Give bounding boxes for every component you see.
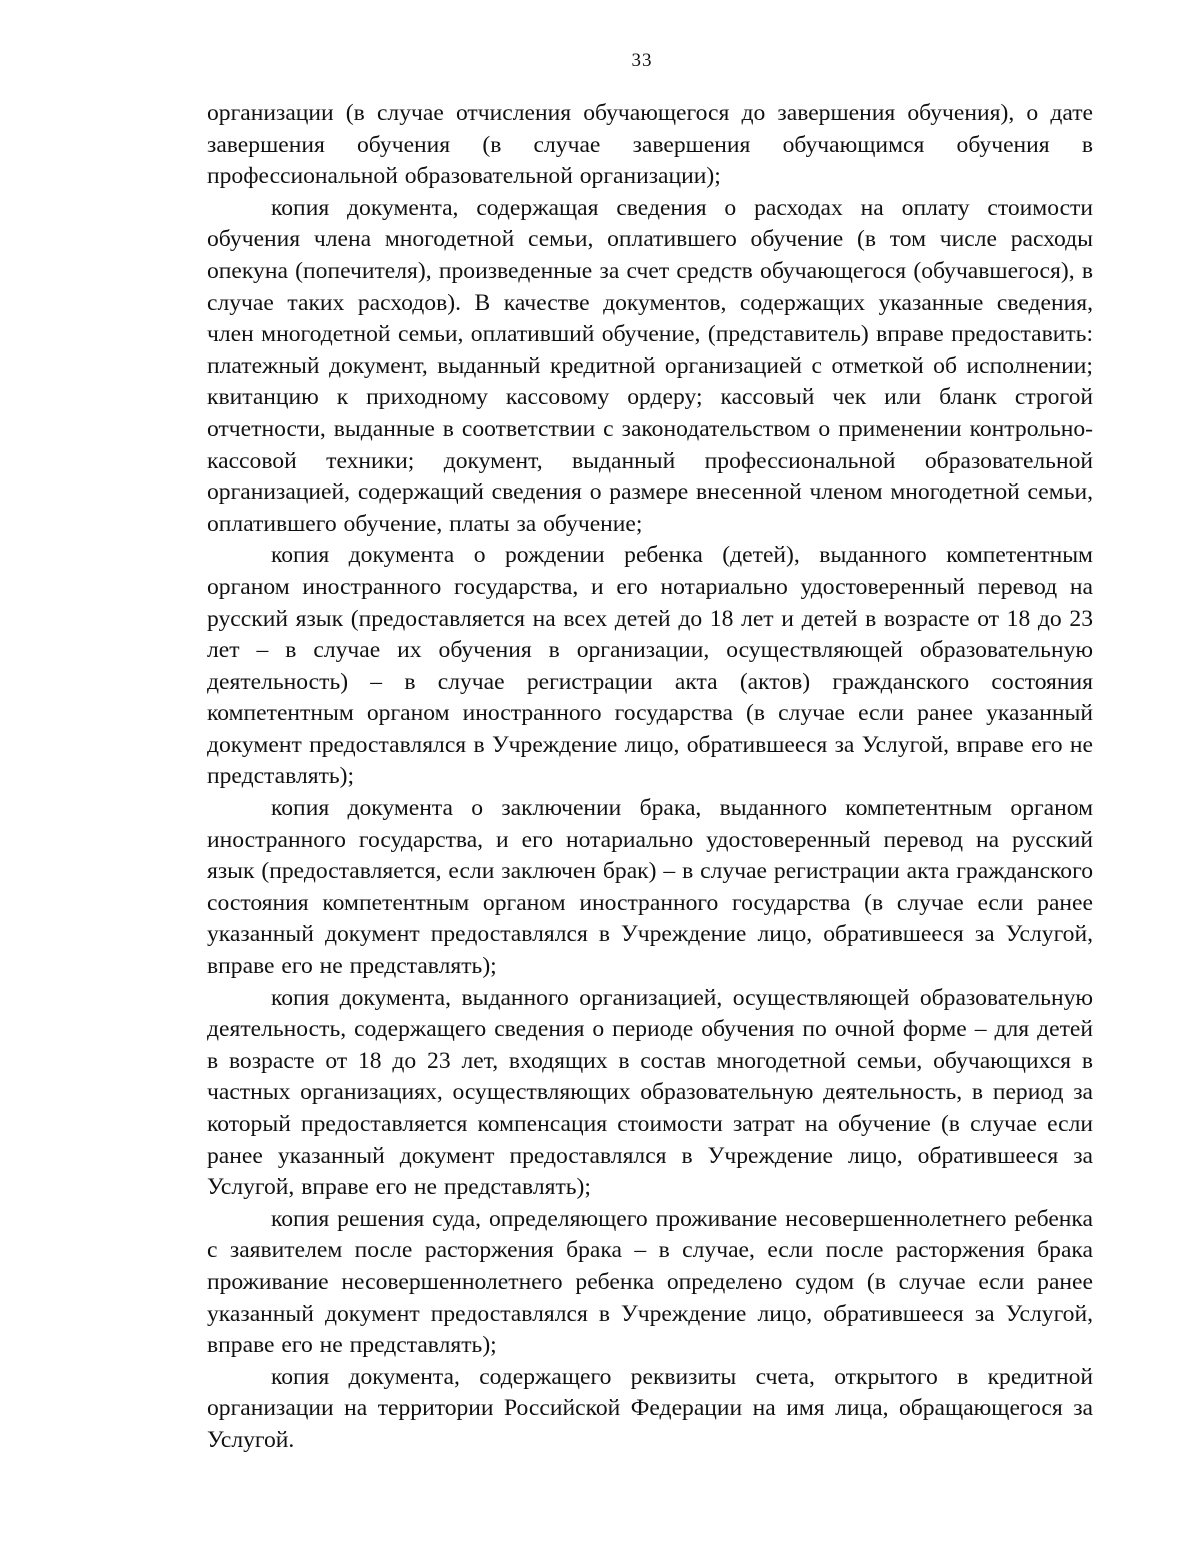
document-body: [207, 98, 1093, 1457]
paragraph: копия документа, содержащая сведения о расходах на оплату стоимости обучения члена многодетной семьи, оплатившего обучение (в том числе расходы опекуна (попечителя), произведенные за счет средств обучающегося (обучавшегося), в случае таких расходов). В качестве документов, содержащих указанные сведения, член многодетной семьи, оплативший обучение, (представитель) вправе предоставить: платежный документ, выданный кредитной организацией с отметкой об исполнении; квитанцию к приходному кассовому ордеру; кассовый чек или бланк строгой отчетности, выданные в соответствии с законодательством о применении контрольно-кассовой техники; документ, выданный профессиональной образовательной организацией, содержащий сведения о размере внесенной членом многодетной семьи, оплатившего обучение, платы за обучение;: [207, 194, 1093, 537]
paragraph: копия документа, выданного организацией, осуществляющей образовательную деятельность, содержащего сведения о периоде обучения по очной форме – для детей в возрасте от 18 до 23 лет, входящих в состав многодетной семьи, обучающихся в частных организациях, осуществляющих образовательную деятельность, в период за который предоставляется компенсация стоимости затрат на обучение (в случае если ранее указанный документ предоставлялся в Учреждение лицо, обратившееся за Услугой, вправе его не представлять);: [207, 984, 1093, 1201]
paragraph: копия документа о рождении ребенка (детей), выданного компетентным органом иностранного государства, и его нотариально удостоверенный перевод на русский язык (предоставляется на всех детей до 18 лет и детей в возрасте от 18 до 23 лет – в случае их обучения в организации, осуществляющей образовательную деятельность) – в случае регистрации акта (актов) гражданского состояния компетентным органом иностранного государства (в случае если ранее указанный документ предоставлялся в Учреждение лицо, обратившееся за Услугой, вправе его не представлять);: [207, 542, 1093, 790]
paragraph: копия документа о заключении брака, выданного компетентным органом иностранного государства, и его нотариально удостоверенный перевод на русский язык (предоставляется, если заключен брак) – в случае регистрации акта гражданского состояния компетентным органом иностранного государства (в случае если ранее указанный документ предоставлялся в Учреждение лицо, обратившееся за Услугой, вправе его не представлять);: [207, 795, 1093, 980]
paragraph: копия решения суда, определяющего проживание несовершеннолетнего ребенка с заявителем после расторжения брака – в случае, если после расторжения брака проживание несовершеннолетнего ребенка определено судом (в случае если ранее указанный документ предоставлялся в Учреждение лицо, обратившееся за Услугой, вправе его не представлять);: [207, 1205, 1093, 1359]
paragraph: организации (в случае отчисления обучающегося до завершения обучения), о дате завершения обучения (в случае завершения обучающимся обучения в профессиональной образовательной организации);: [207, 100, 1093, 190]
page-number: 33: [631, 50, 653, 71]
paragraph: копия документа, содержащего реквизиты счета, открытого в кредитной организации на территории Российской Федерации на имя лица, обращающегося за Услугой.: [207, 1363, 1093, 1453]
